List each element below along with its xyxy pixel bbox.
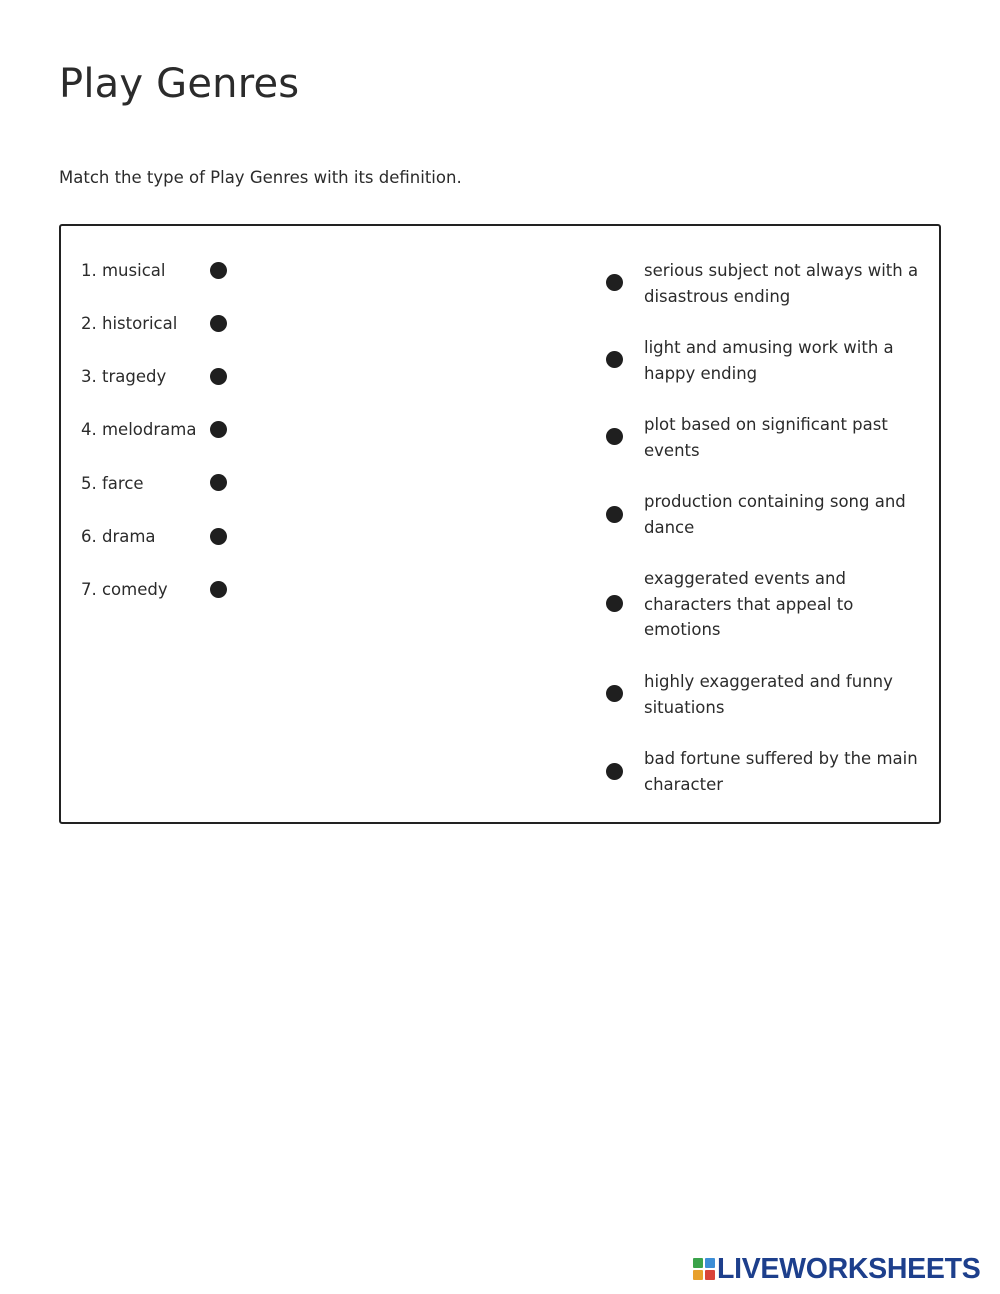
term-farce: 5. farce (81, 474, 144, 493)
definition-emotions: exaggerated events and characters that appeal to emotions (644, 569, 854, 640)
definition-song-dance-dot[interactable] (606, 506, 623, 523)
definition-funny-situations: highly exaggerated and funny situations (644, 672, 893, 717)
term-historical: 2. historical (81, 314, 178, 333)
definition-emotions-dot[interactable] (606, 595, 623, 612)
liveworksheets-logo (693, 1254, 980, 1284)
term-melodrama: 4. melodrama (81, 420, 197, 439)
definition-past-events-dot[interactable] (606, 428, 623, 445)
definition-bad-fortune: bad fortune suffered by the main character (644, 749, 918, 794)
term-musical-dot[interactable] (210, 262, 227, 279)
term-comedy: 7. comedy (81, 580, 168, 599)
term-historical-dot[interactable] (210, 315, 227, 332)
definition-past-events: plot based on significant past events (644, 415, 888, 460)
definition-song-dance: production containing song and dance (644, 492, 906, 537)
liveworksheets-logo-icon (693, 1258, 715, 1280)
definition-light-amusing: light and amusing work with a happy ending (644, 338, 894, 383)
term-tragedy: 3. tragedy (81, 367, 167, 386)
term-musical: 1. musical (81, 261, 166, 280)
term-tragedy-dot[interactable] (210, 368, 227, 385)
term-melodrama-dot[interactable] (210, 421, 227, 438)
definition-serious-subject-dot[interactable] (606, 274, 623, 291)
page-title: Play Genres (59, 61, 300, 107)
definition-bad-fortune-dot[interactable] (606, 763, 623, 780)
matching-exercise (59, 224, 941, 824)
definition-serious-subject: serious subject not always with a disastrous ending (644, 261, 919, 306)
instructions: Match the type of Play Genres with its definition. (59, 168, 462, 187)
logo-text: LIVEWORKSHEETS (717, 1253, 981, 1285)
definition-funny-situations-dot[interactable] (606, 685, 623, 702)
term-drama: 6. drama (81, 527, 156, 546)
term-drama-dot[interactable] (210, 528, 227, 545)
definition-light-amusing-dot[interactable] (606, 351, 623, 368)
term-farce-dot[interactable] (210, 474, 227, 491)
term-comedy-dot[interactable] (210, 581, 227, 598)
